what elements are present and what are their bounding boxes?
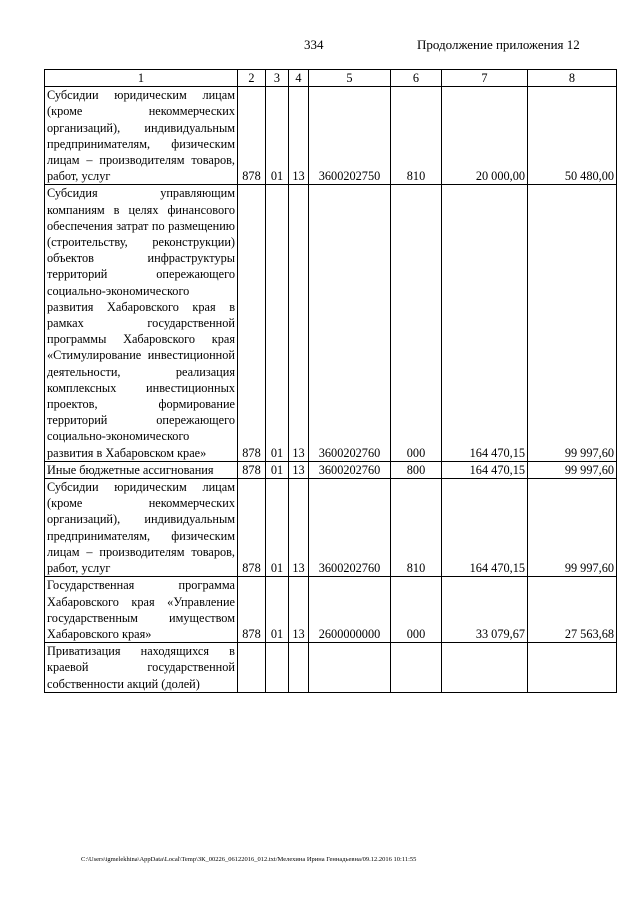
- cell-target-article: 3600202760: [309, 479, 391, 577]
- continuation-label: Продолжение приложения 12: [417, 37, 580, 52]
- cell-amount-1: 164 470,15: [442, 461, 528, 478]
- cell-expense-type: 810: [391, 87, 442, 185]
- cell-ministry-code: 878: [238, 577, 266, 643]
- table-row: [45, 577, 617, 643]
- column-header: 7: [442, 70, 528, 87]
- cell-subsection: [289, 643, 309, 693]
- column-header: 3: [266, 70, 289, 87]
- column-header: 6: [391, 70, 442, 87]
- table-row: [45, 643, 617, 693]
- cell-section: [266, 643, 289, 693]
- cell-target-article: 3600202750: [309, 87, 391, 185]
- cell-amount-2: 50 480,00: [528, 87, 617, 185]
- cell-subsection: 13: [289, 461, 309, 478]
- column-header: 5: [309, 70, 391, 87]
- cell-amount-2: 99 997,60: [528, 461, 617, 478]
- footer-file-path: C:\Users\igmelekhina\AppData\Local\Temp\ЗК_00226_06122016_012.txt/Мелехина Ирина Геннадьевна/09.12.2016 10:11:55: [81, 856, 417, 863]
- row-name: Приватизация находящихся в краевой государственной собственности акций (долей): [45, 643, 238, 693]
- cell-expense-type: 800: [391, 461, 442, 478]
- cell-amount-1: 33 079,67: [442, 577, 528, 643]
- table-row: [45, 461, 617, 478]
- cell-subsection: 13: [289, 185, 309, 461]
- column-header: 1: [45, 70, 238, 87]
- cell-ministry-code: [238, 643, 266, 693]
- cell-ministry-code: 878: [238, 185, 266, 461]
- cell-amount-2: 99 997,60: [528, 185, 617, 461]
- cell-section: 01: [266, 479, 289, 577]
- cell-ministry-code: 878: [238, 479, 266, 577]
- column-header: 2: [238, 70, 266, 87]
- cell-expense-type: 000: [391, 577, 442, 643]
- cell-subsection: 13: [289, 87, 309, 185]
- row-name: Субсидия управляющим компаниям в целях финансового обеспечения затрат по размещению (строительству, реконструкции) объектов инфраструктуры территорий опережающего социально-экономического развития Хабаровского края в рамках государственной программы Хабаровского края «Стимулирование инвестиционной деятельности, реализация комплексных инвестиционных проектов, формирование территорий опережающего социально-экономического развития в Хабаровском крае»: [45, 185, 238, 461]
- cell-amount-2: 27 563,68: [528, 577, 617, 643]
- cell-amount-1: [442, 643, 528, 693]
- cell-amount-1: 164 470,15: [442, 479, 528, 577]
- cell-target-article: 3600202760: [309, 185, 391, 461]
- budget-table: [44, 69, 617, 693]
- cell-section: 01: [266, 461, 289, 478]
- cell-section: 01: [266, 87, 289, 185]
- cell-target-article: 3600202760: [309, 461, 391, 478]
- cell-amount-2: [528, 643, 617, 693]
- row-name: Иные бюджетные ассигнования: [45, 461, 238, 478]
- cell-subsection: 13: [289, 577, 309, 643]
- cell-amount-2: 99 997,60: [528, 479, 617, 577]
- cell-section: 01: [266, 185, 289, 461]
- row-name: Государственная программа Хабаровского края «Управление государственным имуществом Хабаровского края»: [45, 577, 238, 643]
- page-number: 334: [304, 37, 324, 52]
- cell-target-article: [309, 643, 391, 693]
- cell-ministry-code: 878: [238, 87, 266, 185]
- cell-expense-type: 810: [391, 479, 442, 577]
- cell-subsection: 13: [289, 479, 309, 577]
- table-row: [45, 185, 617, 461]
- table-row: [45, 479, 617, 577]
- cell-expense-type: 000: [391, 185, 442, 461]
- column-header: 8: [528, 70, 617, 87]
- cell-section: 01: [266, 577, 289, 643]
- table-row: [45, 87, 617, 185]
- cell-ministry-code: 878: [238, 461, 266, 478]
- table-header-row: [45, 70, 617, 87]
- cell-amount-1: 20 000,00: [442, 87, 528, 185]
- cell-target-article: 2600000000: [309, 577, 391, 643]
- cell-expense-type: [391, 643, 442, 693]
- row-name: Субсидии юридическим лицам (кроме некоммерческих организаций), индивидуальным предпринимателям, физическим лицам – производителям товаров, работ, услуг: [45, 479, 238, 577]
- row-name: Субсидии юридическим лицам (кроме некоммерческих организаций), индивидуальным предпринимателям, физическим лицам – производителям товаров, работ, услуг: [45, 87, 238, 185]
- cell-amount-1: 164 470,15: [442, 185, 528, 461]
- column-header: 4: [289, 70, 309, 87]
